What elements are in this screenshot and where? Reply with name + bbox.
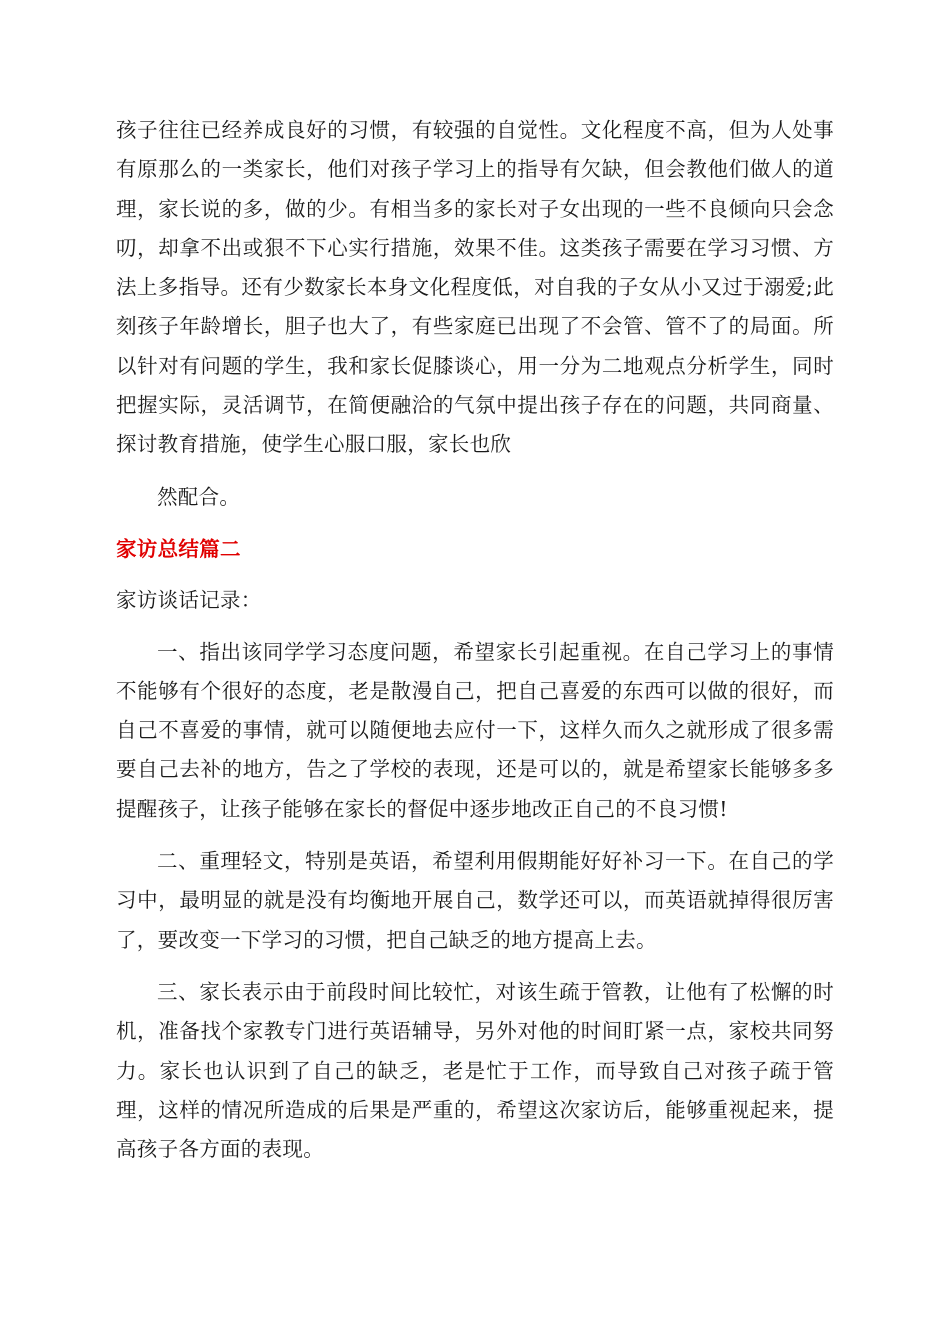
body-paragraph: 孩子往往已经养成良好的习惯，有较强的自觉性。文化程度不高，但为人处事有原那么的一类家长，他们对孩子学习上的指导有欠缺，但会教他们做人的道理，家长说的多，做的少。有相当多的家长对子女出现的一些不良倾向只会念叨，却拿不出或狠不下心实行措施，效果不佳。这类孩子需要在学习习惯、方法上多指导。还有少数家长本身文化程度低，对自我的子女从小又过于溺爱;此刻孩子年龄增长，胆子也大了，有些家庭已出现了不会管、管不了的局面。所以针对有问题的学生，我和家长促膝谈心，用一分为二地观点分析学生，同时把握实际，灵活调节，在简便融洽的气氛中提出孩子存在的问题，共同商量、探讨教育措施，使学生心服口服，家长也欣	[116, 118, 834, 457]
section-heading: 家访总结篇二	[116, 536, 241, 561]
record-label: 家访谈话记录：	[116, 588, 262, 613]
record-item-1: 一、指出该同学学习态度问题，希望家长引起重视。在自己学习上的事情不能够有个很好的态度，老是散漫自己，把自己喜爱的东西可以做的很好，而自己不喜爱的事情，就可以随便地去应付一下，这样久而久之就形成了很多需要自己去补的地方，告之了学校的表现，还是可以的，就是希望家长能够多多提醒孩子，让孩子能够在家长的督促中逐步地改正自己的不良习惯!	[116, 639, 834, 821]
body-paragraph-continuation: 然配合。	[157, 484, 241, 509]
record-item-3: 三、家长表示由于前段时间比较忙，对该生疏于管教，让他有了松懈的时机，准备找个家教专门进行英语辅导，另外对他的时间盯紧一点，家校共同努力。家长也认识到了自己的缺乏，老是忙于工作，而导致自己对孩子疏于管理，这样的情况所造成的后果是严重的，希望这次家访后，能够重视起来，提高孩子各方面的表现。	[116, 979, 834, 1162]
record-item-2: 二、重理轻文，特别是英语，希望利用假期能好好补习一下。在自己的学习中，最明显的就是没有均衡地开展自己，数学还可以，而英语就掉得很厉害了，要改变一下学习的习惯，把自己缺乏的地方提高上去。	[116, 849, 834, 952]
document-body	[116, 111, 834, 1169]
